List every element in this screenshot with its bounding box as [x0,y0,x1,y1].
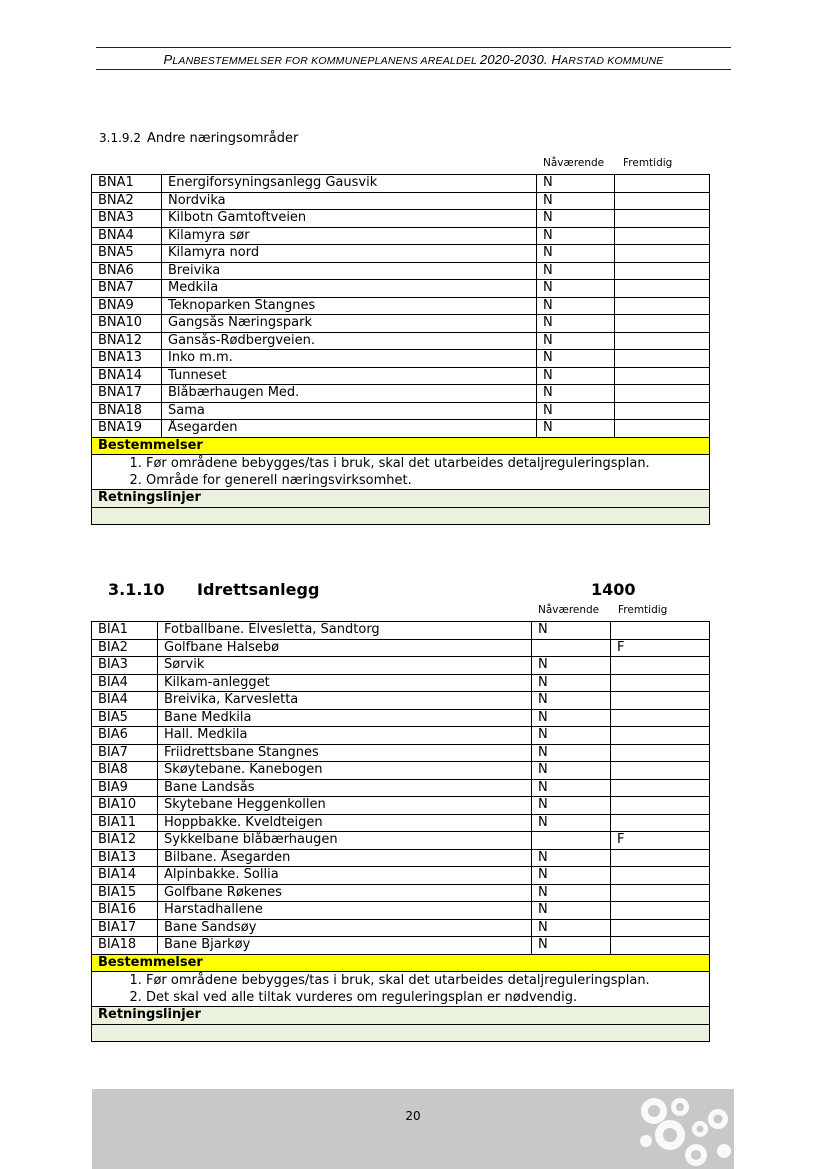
cell-current: N [537,262,615,280]
table-row [92,367,710,385]
table-row [92,657,710,675]
cell-future: F [611,639,710,657]
cell-current: N [532,814,611,832]
cell-code: BNA2 [92,192,162,210]
cell-current: N [537,402,615,420]
cell-current: N [537,385,615,403]
cell-future [615,385,710,403]
cell-current: N [532,674,611,692]
cell-future [611,744,710,762]
table-row [92,884,710,902]
retningslinjer-content [92,1024,710,1042]
cell-future [611,867,710,885]
cell-name: Gangsås Næringspark [162,315,537,333]
cell-name: Inko m.m. [162,350,537,368]
cell-current: N [537,192,615,210]
table-row [92,937,710,955]
cell-code: BNA4 [92,227,162,245]
cell-future [615,262,710,280]
cell-code: BIA1 [92,622,158,640]
section-title-idrettsanlegg: Idrettsanlegg [197,580,320,599]
table-row [92,385,710,403]
table-row [92,332,710,350]
table-row [92,762,710,780]
cell-current: N [537,245,615,263]
cell-name: Kilkam-anlegget [158,674,532,692]
cell-name: Åsegarden [162,420,537,438]
bestemmelser-label: Bestemmelser [92,437,710,455]
cell-code: BNA18 [92,402,162,420]
table-row [92,245,710,263]
cell-future [611,779,710,797]
cell-code: BIA2 [92,639,158,657]
cell-future [615,367,710,385]
cell-current: N [537,175,615,193]
cell-current: N [532,884,611,902]
cell-code: BIA5 [92,709,158,727]
table-row [92,814,710,832]
cell-future [615,402,710,420]
cell-current: N [537,420,615,438]
cell-name: Bilbane. Åsegarden [158,849,532,867]
retningslinjer-label: Retningslinjer [92,490,710,508]
cell-current: N [532,744,611,762]
cell-current: N [532,692,611,710]
cell-name: Kilamyra nord [162,245,537,263]
cell-current: N [532,622,611,640]
bestemmelser-header-row [92,954,710,972]
cell-future [611,622,710,640]
table-row [92,210,710,228]
list-item: 1. Før områdene bebygges/tas i bruk, skal det utarbeides detaljreguleringsplan. [146,972,709,989]
cell-future [615,245,710,263]
cell-code: BIA15 [92,884,158,902]
retningslinjer-header-row [92,490,710,508]
table-row [92,280,710,298]
cell-future [611,814,710,832]
bestemmelser-list-row [92,455,710,490]
cell-current: N [532,779,611,797]
cell-code: BIA14 [92,867,158,885]
retningslinjer-content-row [92,1024,710,1042]
table-row [92,902,710,920]
cell-future: F [611,832,710,850]
cell-code: BIA7 [92,744,158,762]
cell-name: Nordvika [162,192,537,210]
column-header-current: Nåværende [543,157,605,169]
cell-name: Sørvik [158,657,532,675]
cell-name: Sama [162,402,537,420]
page-number: 20 [405,1109,421,1123]
section-number: 3.1.9.2 [99,131,141,145]
cell-current: N [537,297,615,315]
idrettsanlegg-table [91,621,710,1042]
cell-current: N [532,919,611,937]
cell-future [615,332,710,350]
cell-name: Bane Landsås [158,779,532,797]
table-row [92,849,710,867]
cell-code: BNA10 [92,315,162,333]
cell-name: Bane Bjarkøy [158,937,532,955]
cell-code: BIA4 [92,674,158,692]
cell-name: Medkila [162,280,537,298]
cell-future [615,420,710,438]
table-row [92,919,710,937]
cell-future [615,280,710,298]
cell-name: Teknoparken Stangnes [162,297,537,315]
cell-code: BNA6 [92,262,162,280]
header-rule-top [96,47,731,48]
table-row [92,832,710,850]
cell-name: Golfbane Røkenes [158,884,532,902]
cell-name: Tunneset [162,367,537,385]
table-row [92,622,710,640]
cell-code: BIA13 [92,849,158,867]
cell-future [611,657,710,675]
cell-code: BIA3 [92,657,158,675]
cell-code: BIA11 [92,814,158,832]
table-row [92,692,710,710]
cell-name: Golfbane Halsebø [158,639,532,657]
list-item: 2. Det skal ved alle tiltak vurderes om reguleringsplan er nødvendig. [146,989,709,1006]
cell-code: BIA17 [92,919,158,937]
list-item: 1. Før områdene bebygges/tas i bruk, skal det utarbeides detaljreguleringsplan. [146,455,709,472]
cell-future [615,227,710,245]
cell-code: BIA9 [92,779,158,797]
cell-code: BNA13 [92,350,162,368]
column-header-future-2: Fremtidig [618,604,668,616]
table-row [92,227,710,245]
cell-name: Energiforsyningsanlegg Gausvik [162,175,537,193]
table-row [92,402,710,420]
bestemmelser-header-row [92,437,710,455]
list-item: 2. Område for generell næringsvirksomhet. [146,472,709,489]
cell-current: N [537,227,615,245]
cell-current: N [532,657,611,675]
cell-future [615,350,710,368]
cell-future [615,297,710,315]
table-row [92,639,710,657]
table-row [92,262,710,280]
cell-future [615,175,710,193]
cell-future [615,192,710,210]
cell-current: N [532,709,611,727]
cell-current: N [537,332,615,350]
retningslinjer-content [92,507,710,525]
table-row [92,674,710,692]
naeringsomrader-table [91,174,710,525]
cell-current: N [537,315,615,333]
table-row [92,797,710,815]
table-row [92,350,710,368]
cell-current: N [537,210,615,228]
cell-name: Blåbærhaugen Med. [162,385,537,403]
retningslinjer-header-row [92,1007,710,1025]
cell-future [611,884,710,902]
section-heading-naeringsomrader [99,131,298,146]
cell-name: Friidrettsbane Stangnes [158,744,532,762]
cell-future [611,709,710,727]
page-header-title: PLANBESTEMMELSER FOR KOMMUNEPLANENS AREALDEL 2020-2030. HARSTAD KOMMUNE [163,52,664,67]
section-number-idrettsanlegg: 3.1.10 [108,580,165,599]
cell-name: Skøytebane. Kanebogen [158,762,532,780]
cell-code: BIA8 [92,762,158,780]
cell-code: BIA6 [92,727,158,745]
cell-code: BNA12 [92,332,162,350]
cell-code: BNA3 [92,210,162,228]
table-row [92,867,710,885]
cell-code: BNA17 [92,385,162,403]
bestemmelser-list-row [92,972,710,1007]
cell-future [611,727,710,745]
cell-current [532,832,611,850]
table-row [92,297,710,315]
cell-current: N [532,762,611,780]
cell-current: N [532,849,611,867]
cell-future [615,315,710,333]
bestemmelser-list [98,972,709,1006]
cell-name: Breivika [162,262,537,280]
cell-code: BIA16 [92,902,158,920]
cell-code: BIA10 [92,797,158,815]
cell-code: BIA18 [92,937,158,955]
cell-code: BNA7 [92,280,162,298]
cell-current [532,639,611,657]
cell-name: Sykkelbane blåbærhaugen [158,832,532,850]
cell-future [611,919,710,937]
cell-future [615,210,710,228]
cell-code: BNA5 [92,245,162,263]
cell-future [611,762,710,780]
cell-name: Gansås-Rødbergveien. [162,332,537,350]
gear-logo-icon [634,1089,734,1169]
cell-code: BNA19 [92,420,162,438]
table-row [92,175,710,193]
cell-future [611,849,710,867]
cell-current: N [532,797,611,815]
cell-future [611,692,710,710]
cell-name: Kilamyra sør [162,227,537,245]
cell-code: BNA14 [92,367,162,385]
cell-name: Hoppbakke. Kveldteigen [158,814,532,832]
cell-name: Kilbotn Gamtoftveien [162,210,537,228]
table-row [92,420,710,438]
bestemmelser-label: Bestemmelser [92,954,710,972]
retningslinjer-label: Retningslinjer [92,1007,710,1025]
cell-current: N [537,367,615,385]
cell-name: Skytebane Heggenkollen [158,797,532,815]
table-row [92,709,710,727]
cell-future [611,797,710,815]
table-row [92,192,710,210]
cell-future [611,674,710,692]
cell-future [611,902,710,920]
cell-name: Fotballbane. Elvesletta, Sandtorg [158,622,532,640]
cell-current: N [537,280,615,298]
column-header-future: Fremtidig [623,157,673,169]
cell-future [611,937,710,955]
cell-name: Bane Sandsøy [158,919,532,937]
column-header-current-2: Nåværende [538,604,600,616]
section-code-idrettsanlegg: 1400 [591,580,636,599]
cell-current: N [532,867,611,885]
cell-code: BNA1 [92,175,162,193]
table-row [92,744,710,762]
retningslinjer-content-row [92,507,710,525]
cell-name: Hall. Medkila [158,727,532,745]
page-footer [92,1089,734,1169]
table-row [92,779,710,797]
cell-current: N [532,937,611,955]
section-title: Andre næringsområder [146,131,299,146]
cell-current: N [532,902,611,920]
cell-name: Breivika, Karvesletta [158,692,532,710]
cell-current: N [537,350,615,368]
cell-name: Bane Medkila [158,709,532,727]
cell-code: BIA4 [92,692,158,710]
cell-name: Alpinbakke. Sollia [158,867,532,885]
table-row [92,727,710,745]
cell-code: BNA9 [92,297,162,315]
cell-current: N [532,727,611,745]
cell-name: Harstadhallene [158,902,532,920]
header-rule-bottom [96,69,731,70]
cell-code: BIA12 [92,832,158,850]
bestemmelser-list [98,455,709,489]
table-row [92,315,710,333]
